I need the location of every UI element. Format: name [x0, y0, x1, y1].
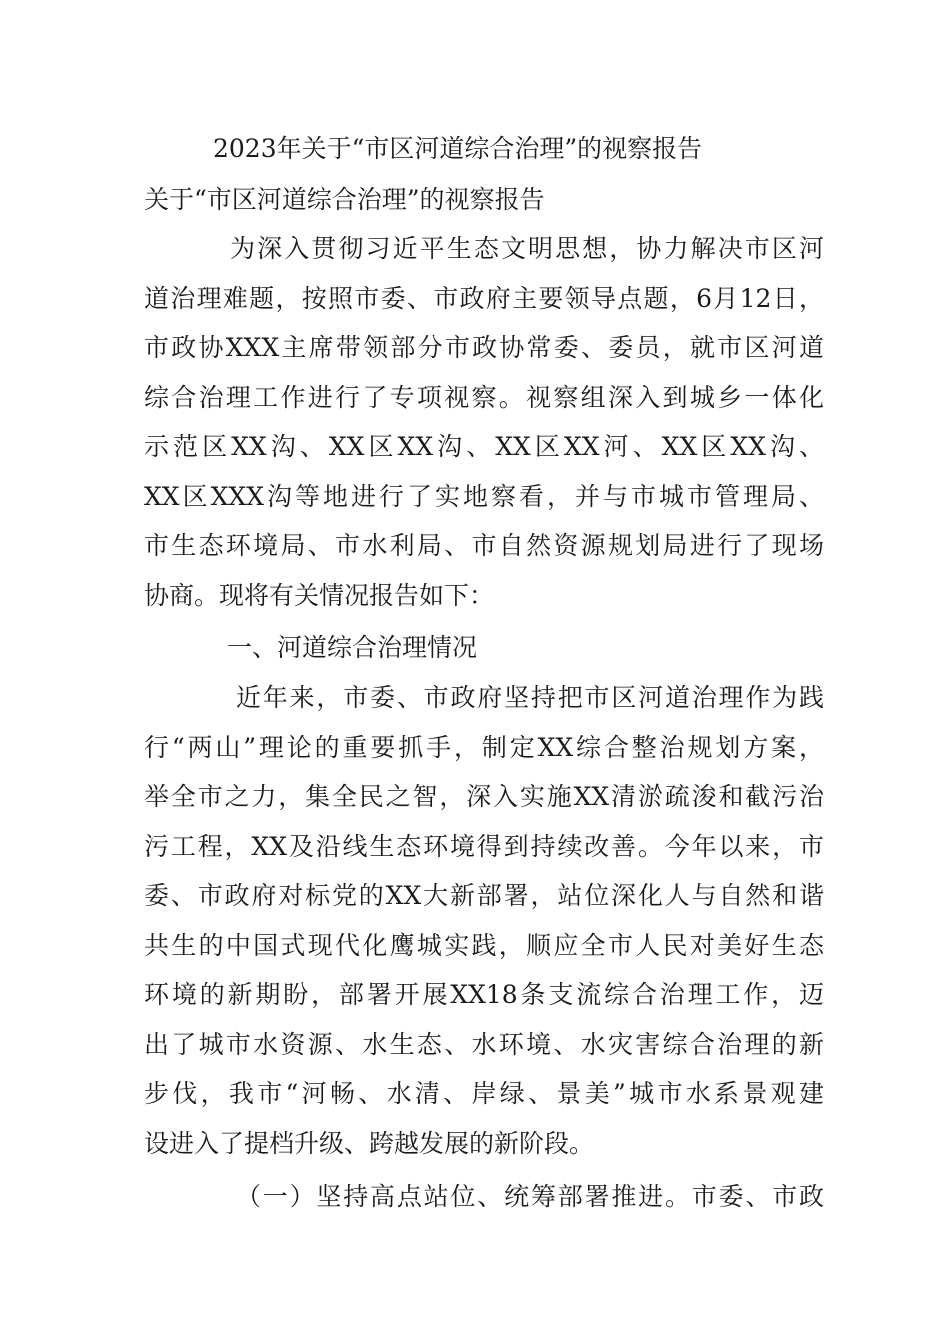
paragraph-line: 举全市之力，集全民之智，深入实施XX清淤疏浚和截污治 — [144, 782, 824, 811]
paragraph-line: 道治理难题，按照市委、市政府主要领导点题，6月12日， — [144, 283, 824, 313]
paragraph-line: 污工程，XX及沿线生态环境得到持续改善。今年以来，市 — [144, 831, 824, 861]
paragraph-line: XX区XXX沟等地进行了实地察看，并与市城市管理局、 — [144, 481, 824, 511]
section-heading: 一、河道综合治理情况 — [227, 633, 478, 662]
document-title: 2023年关于“市区河道综合治理”的视察报告 — [213, 134, 703, 163]
paragraph-line: 示范区XX沟、XX区XX沟、XX区XX河、XX区XX沟、 — [144, 432, 824, 461]
paragraph-line: 协商。现将有关情况报告如下： — [144, 580, 495, 610]
paragraph-line: （一）坚持高点站位、统筹部署推进。市委、市政 — [236, 1182, 824, 1211]
paragraph-line: 市生态环境局、市水利局、市自然资源规划局进行了现场 — [144, 531, 824, 560]
paragraph-overview — [144, 673, 824, 1168]
paragraph-intro — [144, 224, 824, 620]
paragraph-line: 步伐，我市“河畅、水清、岸绿、景美”城市水系景观建 — [144, 1079, 824, 1108]
document-subtitle: 关于“市区河道综合治理”的视察报告 — [144, 185, 545, 214]
paragraph-line: 设进入了提档升级、跨越发展的新阶段。 — [144, 1128, 595, 1158]
paragraph-line: 综合治理工作进行了专项视察。视察组深入到城乡一体化 — [144, 382, 824, 412]
paragraph-line: 近年来，市委、市政府坚持把市区河道治理作为践 — [236, 683, 824, 712]
paragraph-line: 市政协XXX主席带领部分市政协常委、委员，就市区河道 — [144, 333, 824, 362]
paragraph-line: 为深入贯彻习近平生态文明思想，协力解决市区河 — [230, 234, 824, 263]
paragraph-line: 行“两山”理论的重要抓手，制定XX综合整治规划方案， — [144, 732, 824, 762]
paragraph-line: 委、市政府对标党的XX大新部署，站位深化人与自然和谐 — [144, 881, 824, 910]
paragraph-line: 共生的中国式现代化鹰城实践，顺应全市人民对美好生态 — [144, 930, 824, 960]
paragraph-line: 环境的新期盼，部署开展XX18条支流综合治理工作，迈 — [144, 980, 824, 1009]
paragraph-subsection-1 — [144, 1172, 824, 1222]
paragraph-line: 出了城市水资源、水生态、水环境、水灾害综合治理的新 — [144, 1029, 824, 1059]
